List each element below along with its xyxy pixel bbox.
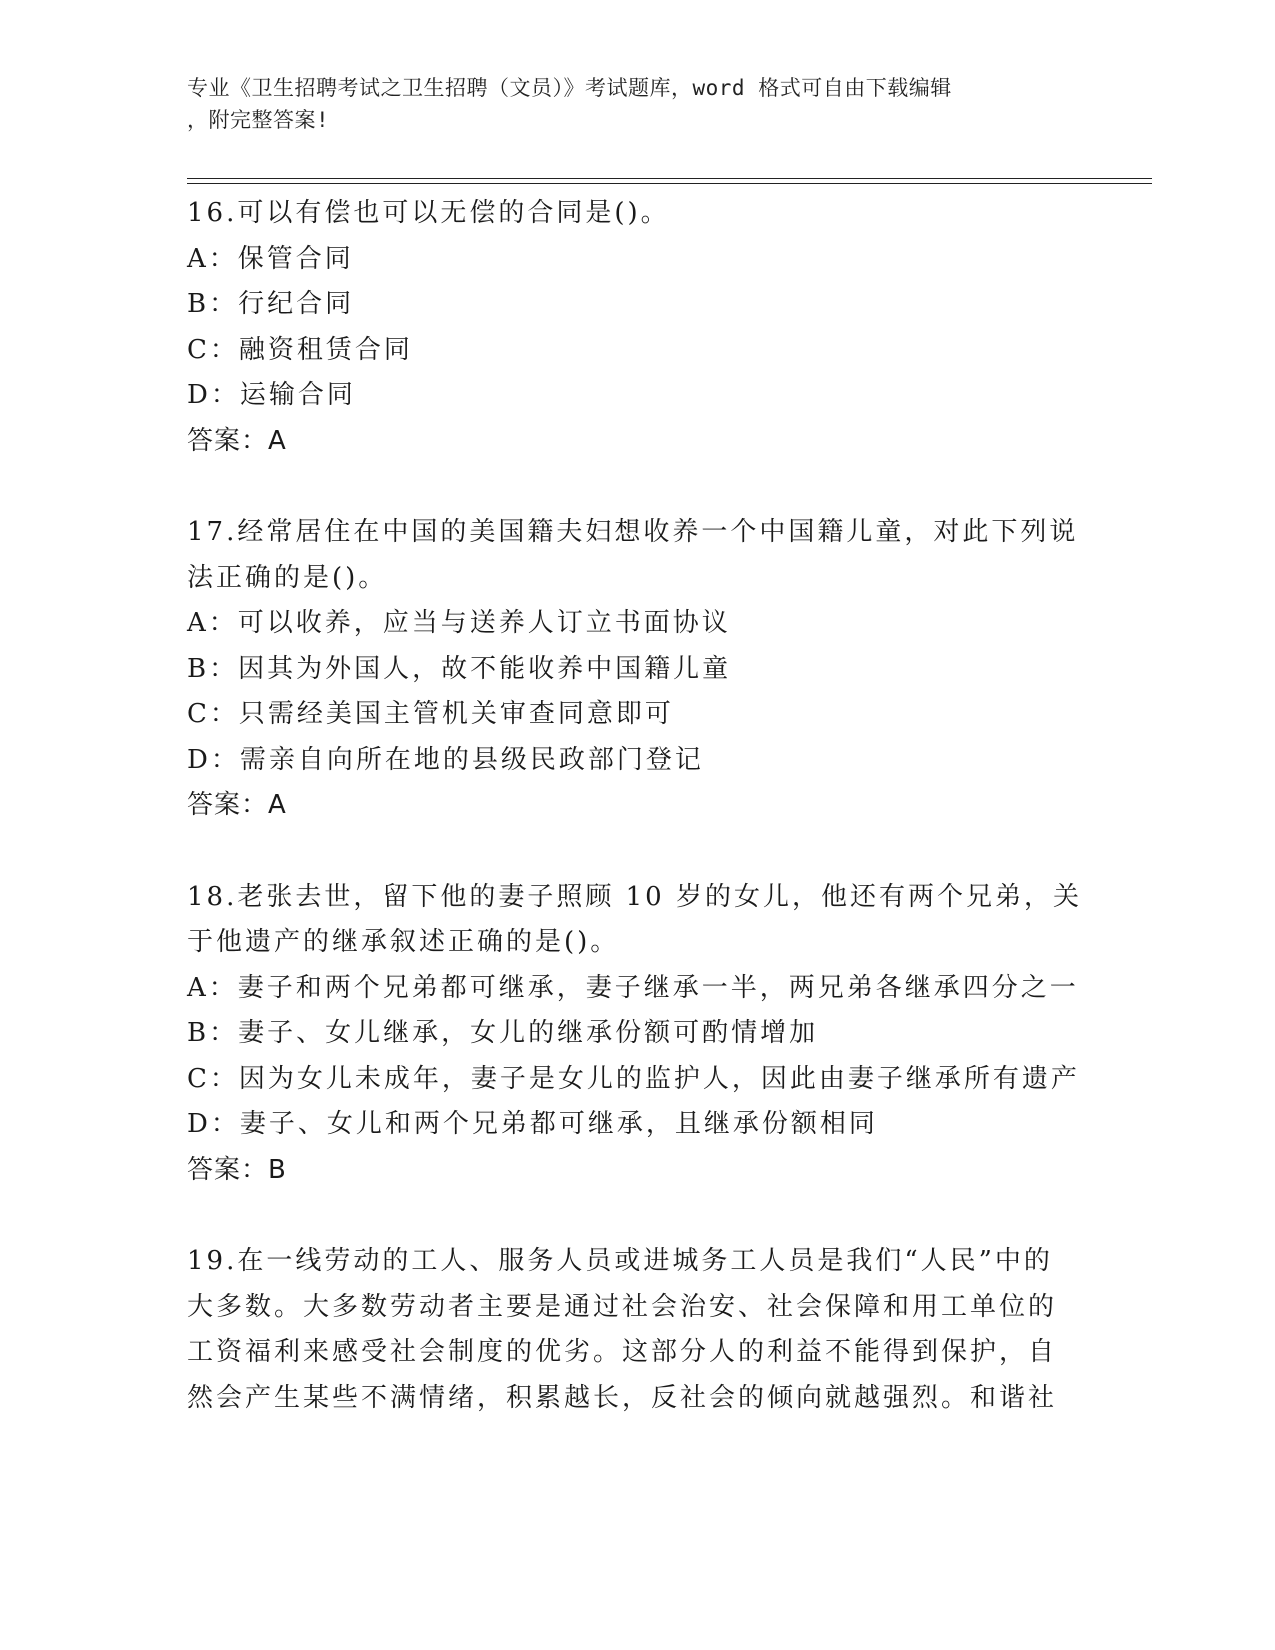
option-c: C：只需经美国主管机关审查同意即可	[187, 699, 674, 729]
question-stem: 工资福利来感受社会制度的优劣。这部分人的利益不能得到保护，自	[187, 1337, 1058, 1367]
option-a: A：可以收养，应当与送养人订立书面协议	[187, 608, 731, 638]
question-18	[187, 875, 1087, 1194]
header-line-1: 专业《卫生招聘考试之卫生招聘（文员）》考试题库，word 格式可自由下载编辑	[187, 76, 952, 100]
option-d: D：妻子、女儿和两个兄弟都可继承，且继承份额相同	[187, 1109, 878, 1139]
question-stem: 法正确的是()。	[187, 562, 388, 593]
option-c: C：因为女儿未成年，妻子是女儿的监护人，因此由妻子继承所有遗产	[187, 1063, 1080, 1094]
option-b: B：因其为外国人，故不能收养中国籍儿童	[187, 653, 732, 684]
answer-label: 答案：A	[187, 425, 287, 456]
option-b: B：行纪合同	[187, 289, 355, 319]
answer-label: 答案：B	[187, 1154, 287, 1185]
page-header	[187, 72, 1087, 136]
option-c: C：融资租赁合同	[187, 334, 413, 365]
question-stem: 然会产生某些不满情绪，积累越长，反社会的倾向就越强烈。和谐社	[187, 1382, 1058, 1413]
question-stem: 17.经常居住在中国的美国籍夫妇想收养一个中国籍儿童，对此下列说	[187, 517, 1079, 547]
question-stem: 18.老张去世，留下他的妻子照顾 10 岁的女儿，他还有两个兄弟，关	[187, 881, 1082, 912]
option-a: A：保管合同	[187, 243, 354, 274]
question-stem: 16.可以有偿也可以无偿的合同是()。	[187, 198, 670, 228]
question-list	[187, 191, 1087, 1467]
question-19	[187, 1239, 1087, 1421]
option-b: B：妻子、女儿继承，女儿的继承份额可酌情增加	[187, 1018, 819, 1048]
question-stem: 19.在一线劳动的工人、服务人员或进城务工人员是我们“人民”中的	[187, 1246, 1053, 1276]
question-17	[187, 510, 1087, 829]
header-divider-bottom	[187, 183, 1152, 184]
question-16	[187, 191, 1087, 464]
question-stem: 大多数。大多数劳动者主要是通过社会治安、社会保障和用工单位的	[187, 1291, 1058, 1322]
header-divider-top	[187, 178, 1152, 179]
header-line-2: ，附完整答案!	[187, 108, 330, 132]
option-d: D：需亲自向所在地的县级民政部门登记	[187, 744, 704, 775]
answer-label: 答案：A	[187, 790, 287, 820]
option-d: D：运输合同	[187, 380, 356, 410]
question-stem: 于他遗产的继承叙述正确的是()。	[187, 927, 620, 957]
option-a: A：妻子和两个兄弟都可继承，妻子继承一半，两兄弟各继承四分之一	[187, 972, 1079, 1003]
